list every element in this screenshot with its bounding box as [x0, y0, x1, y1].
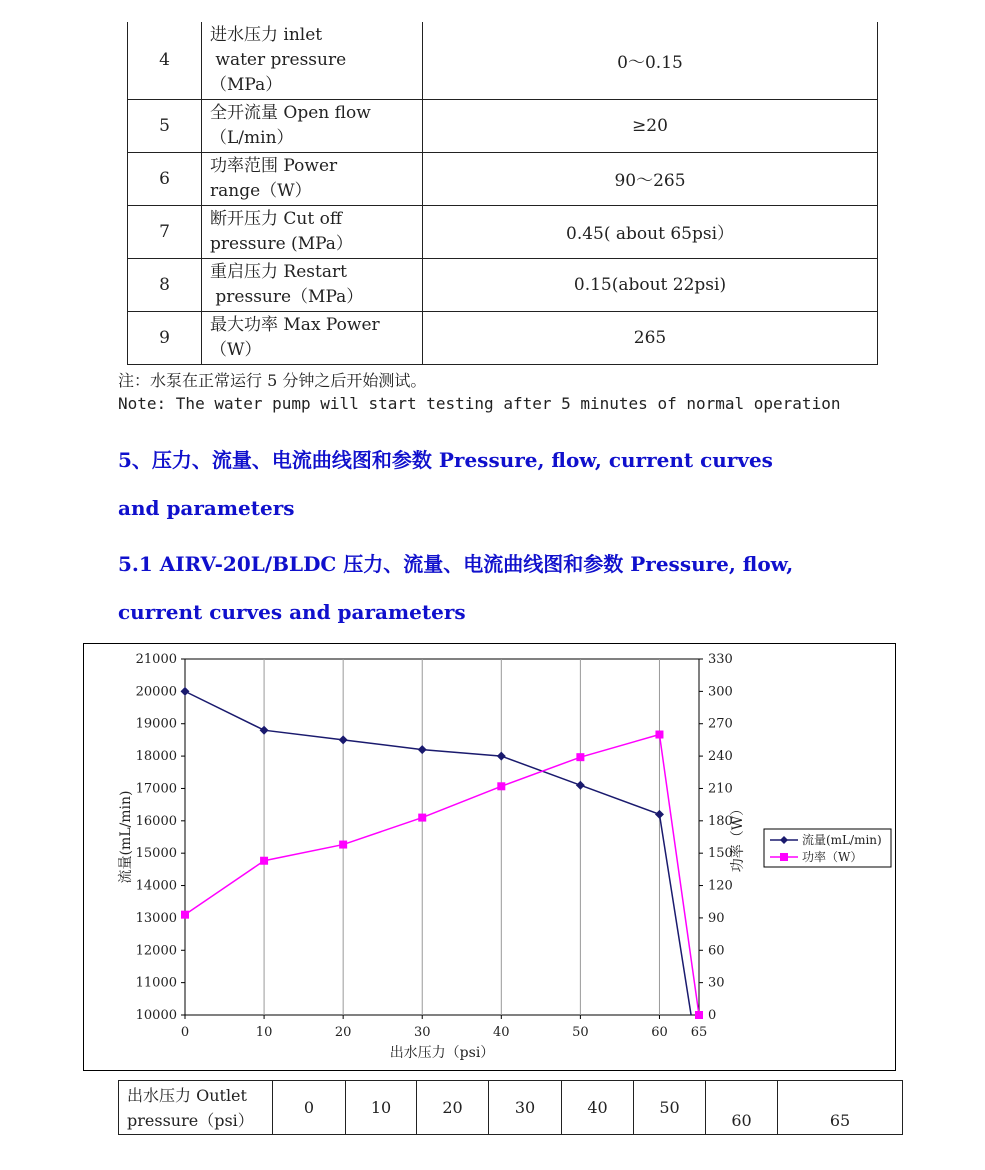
y-left-axis-label: 流量(mL/min) — [118, 790, 134, 884]
power-point — [695, 1011, 703, 1019]
spec-label-line: （MPa） — [210, 74, 283, 95]
section-5-heading-cont: and parameters — [118, 496, 295, 520]
pressure-label-line: 出水压力 Outlet — [127, 1085, 247, 1105]
x-tick-label: 40 — [493, 1025, 510, 1040]
x-tick-label: 30 — [413, 1025, 431, 1040]
x-tick-label: 20 — [334, 1025, 352, 1040]
spec-label-line: （W） — [210, 339, 262, 360]
spec-row-value: 90～265 — [423, 152, 878, 205]
note-chinese: 注：水泵在正常运行 5 分钟之后开始测试。 — [118, 371, 427, 390]
y-left-tick-label: 18000 — [135, 749, 177, 765]
spec-label-line: 最大功率 Max Power — [210, 314, 380, 335]
flow-point — [497, 752, 506, 761]
power-point — [576, 753, 584, 761]
spec-row-value: 0.15(about 22psi) — [423, 258, 878, 311]
power-point — [339, 841, 347, 849]
y-right-tick-label: 150 — [708, 846, 733, 862]
y-left-tick-label: 11000 — [135, 975, 177, 991]
spec-row-label — [202, 258, 423, 311]
spec-row — [128, 258, 878, 311]
spec-row — [128, 311, 878, 364]
y-left-tick-label: 16000 — [135, 813, 177, 829]
spec-row-value: ≥20 — [423, 99, 878, 152]
y-right-tick-label: 120 — [708, 878, 733, 894]
spec-row-number: 5 — [128, 99, 202, 152]
power-point — [260, 857, 268, 865]
y-left-tick-label: 19000 — [135, 716, 177, 732]
plot-area — [185, 659, 699, 1015]
power-point — [655, 731, 663, 739]
spec-row — [128, 99, 878, 152]
spec-label-line: pressure（MPa） — [210, 286, 364, 307]
flow-point — [339, 735, 348, 744]
series-line-2 — [185, 735, 699, 1015]
note-english: Note: The water pump will start testing after 5 minutes of normal operation — [118, 394, 841, 413]
y-left-tick-label: 17000 — [135, 781, 177, 797]
spec-row-number: 6 — [128, 152, 202, 205]
spec-row-label — [202, 311, 423, 364]
y-left-tick-label: 10000 — [135, 1008, 177, 1023]
y-right-tick-label: 180 — [708, 813, 733, 829]
spec-label-line: water pressure — [210, 49, 347, 70]
series-line-1 — [185, 691, 691, 1015]
spec-row-label — [202, 99, 423, 152]
pressure-value: 65 — [778, 1081, 903, 1135]
legend-label-1: 流量(mL/min) — [802, 833, 882, 847]
spec-row-number: 7 — [128, 205, 202, 258]
section-5-1-heading-cont: current curves and parameters — [118, 600, 466, 624]
spec-label-line: range（W） — [210, 180, 312, 201]
pressure-value: 50 — [634, 1081, 706, 1135]
spec-table — [127, 22, 878, 365]
y-left-tick-label: 13000 — [135, 910, 177, 926]
flow-point — [260, 726, 269, 735]
pressure-row-label — [119, 1081, 273, 1135]
spec-row — [128, 152, 878, 205]
y-right-axis-label: 功率（W） — [730, 801, 746, 873]
pressure-value: 10 — [346, 1081, 417, 1135]
legend-label-2: 功率（W） — [802, 850, 863, 864]
y-left-tick-label: 14000 — [135, 878, 177, 894]
spec-row-number: 9 — [128, 311, 202, 364]
spec-row — [128, 205, 878, 258]
x-tick-label: 10 — [255, 1025, 273, 1040]
pressure-flow-power-chart — [83, 643, 896, 1071]
section-5-1-heading: 5.1 AIRV-20L/BLDC 压力、流量、电流曲线图和参数 Pressure, flow, — [118, 552, 794, 576]
pressure-value: 30 — [489, 1081, 562, 1135]
spec-row-number: 8 — [128, 258, 202, 311]
y-right-tick-label: 270 — [708, 716, 733, 732]
spec-row-label — [202, 152, 423, 205]
spec-label-line: 进水压力 inlet — [210, 24, 323, 45]
y-right-tick-label: 0 — [708, 1008, 717, 1023]
pressure-value: 40 — [562, 1081, 634, 1135]
pressure-table — [118, 1080, 903, 1135]
x-tick-label: 0 — [180, 1025, 190, 1040]
spec-label-line: pressure (MPa） — [210, 233, 353, 254]
power-point — [418, 814, 426, 822]
y-right-tick-label: 60 — [708, 943, 725, 959]
pressure-label-line: pressure（psi） — [127, 1110, 254, 1130]
flow-point — [655, 810, 664, 819]
spec-label-line: 重启压力 Restart — [210, 261, 347, 282]
y-right-tick-label: 330 — [708, 652, 733, 667]
spec-label-line: 全开流量 Open flow — [210, 102, 371, 123]
y-left-tick-label: 20000 — [135, 684, 177, 700]
power-point — [181, 911, 189, 919]
y-left-tick-label: 15000 — [135, 846, 177, 862]
spec-label-line: 功率范围 Power — [210, 155, 338, 176]
pressure-row — [119, 1081, 903, 1135]
flow-point — [418, 745, 427, 754]
section-5-heading: 5、压力、流量、电流曲线图和参数 Pressure, flow, current curves — [118, 448, 773, 472]
power-point — [497, 782, 505, 790]
x-axis-label: 出水压力（psi） — [389, 1045, 495, 1061]
legend-marker-power — [780, 853, 788, 861]
y-right-tick-label: 30 — [708, 975, 725, 991]
pressure-value: 60 — [706, 1081, 778, 1135]
x-tick-label: 65 — [690, 1025, 708, 1040]
flow-point — [576, 781, 585, 790]
flow-point — [181, 687, 190, 696]
spec-row-value: 0～0.15 — [423, 22, 878, 99]
x-tick-label: 50 — [572, 1025, 589, 1040]
x-tick-label: 60 — [651, 1025, 668, 1040]
spec-row-label — [202, 22, 423, 99]
spec-row-label — [202, 205, 423, 258]
spec-row-number: 4 — [128, 22, 202, 99]
y-right-tick-label: 240 — [708, 749, 733, 765]
spec-row-value: 0.45( about 65psi） — [423, 205, 878, 258]
pressure-value: 20 — [417, 1081, 489, 1135]
y-left-tick-label: 12000 — [135, 943, 177, 959]
spec-label-line: （L/min） — [210, 127, 294, 148]
y-right-tick-label: 300 — [708, 684, 733, 700]
pressure-value: 0 — [273, 1081, 346, 1135]
spec-row-value: 265 — [423, 311, 878, 364]
chart-svg — [84, 644, 895, 1070]
y-left-tick-label: 21000 — [135, 652, 177, 667]
spec-row — [128, 22, 878, 99]
spec-label-line: 断开压力 Cut off — [210, 208, 342, 229]
y-right-tick-label: 90 — [708, 910, 725, 926]
y-right-tick-label: 210 — [708, 781, 733, 797]
